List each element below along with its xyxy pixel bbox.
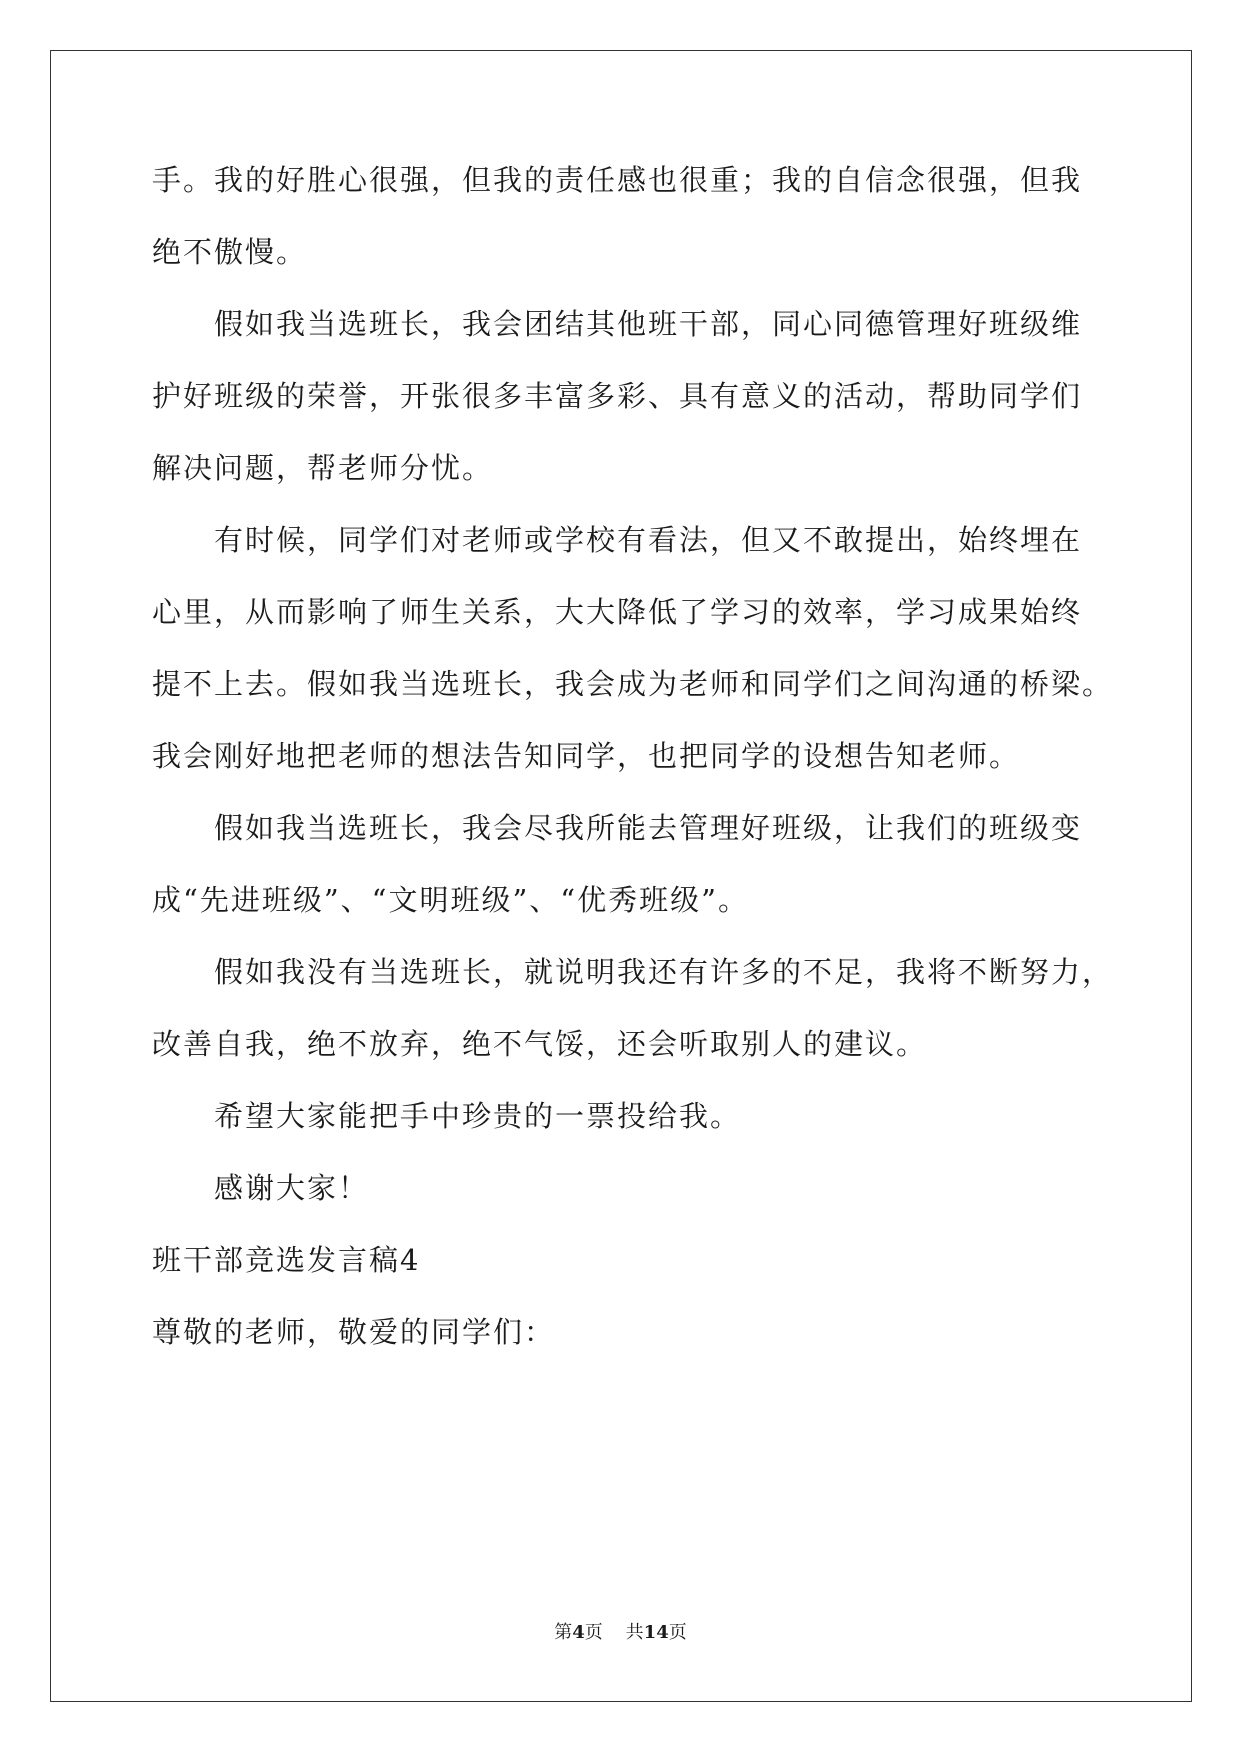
paragraph-start: 有时候，同学们对老师或学校有看法，但又不敢提出，始终埋在 <box>214 523 1083 557</box>
paragraph-start: 假如我当选班长，我会团结其他班干部，同心同德管理好班级维 <box>214 307 1083 341</box>
text-line: 成“先进班级”、“文明班级”、“优秀班级”。 <box>152 883 749 917</box>
section-heading: 班干部竞选发言稿4 <box>152 1243 421 1277</box>
paragraph-start: 希望大家能把手中珍贵的一票投给我。 <box>214 1099 742 1133</box>
paragraph-start: 假如我当选班长，我会尽我所能去管理好班级，让我们的班级变 <box>214 811 1083 845</box>
paragraph-start: 假如我没有当选班长，就说明我还有许多的不足，我将不断努力， <box>214 955 1114 989</box>
text-line: 提不上去。假如我当选班长，我会成为老师和同学们之间沟通的桥梁。 <box>152 667 1114 701</box>
total-pages-number: 14 <box>643 1622 669 1643</box>
footer-total-prefix: 共 <box>625 1622 644 1643</box>
salutation: 尊敬的老师，敬爱的同学们： <box>152 1315 556 1349</box>
footer-total-suffix: 页 <box>668 1622 687 1643</box>
text-line: 我会刚好地把老师的想法告知同学，也把同学的设想告知老师。 <box>152 739 1021 773</box>
footer-page-word: 页 <box>584 1622 603 1643</box>
current-page-number: 4 <box>572 1622 585 1643</box>
footer-prefix: 第 <box>554 1622 573 1643</box>
page-footer <box>0 1621 1241 1645</box>
text-line: 护好班级的荣誉，开张很多丰富多彩、具有意义的活动，帮助同学们 <box>152 379 1083 413</box>
page-border <box>50 50 1192 1702</box>
text-line: 解决问题，帮老师分忧。 <box>152 451 494 485</box>
paragraph-start: 感谢大家！ <box>214 1171 370 1205</box>
text-line: 改善自我，绝不放弃，绝不气馁，还会听取别人的建议。 <box>152 1027 928 1061</box>
text-line: 心里，从而影响了师生关系，大大降低了学习的效率，学习成果始终 <box>152 595 1083 629</box>
text-line: 手。我的好胜心很强，但我的责任感也很重；我的自信念很强，但我 <box>152 163 1083 197</box>
text-line: 绝不傲慢。 <box>152 235 308 269</box>
